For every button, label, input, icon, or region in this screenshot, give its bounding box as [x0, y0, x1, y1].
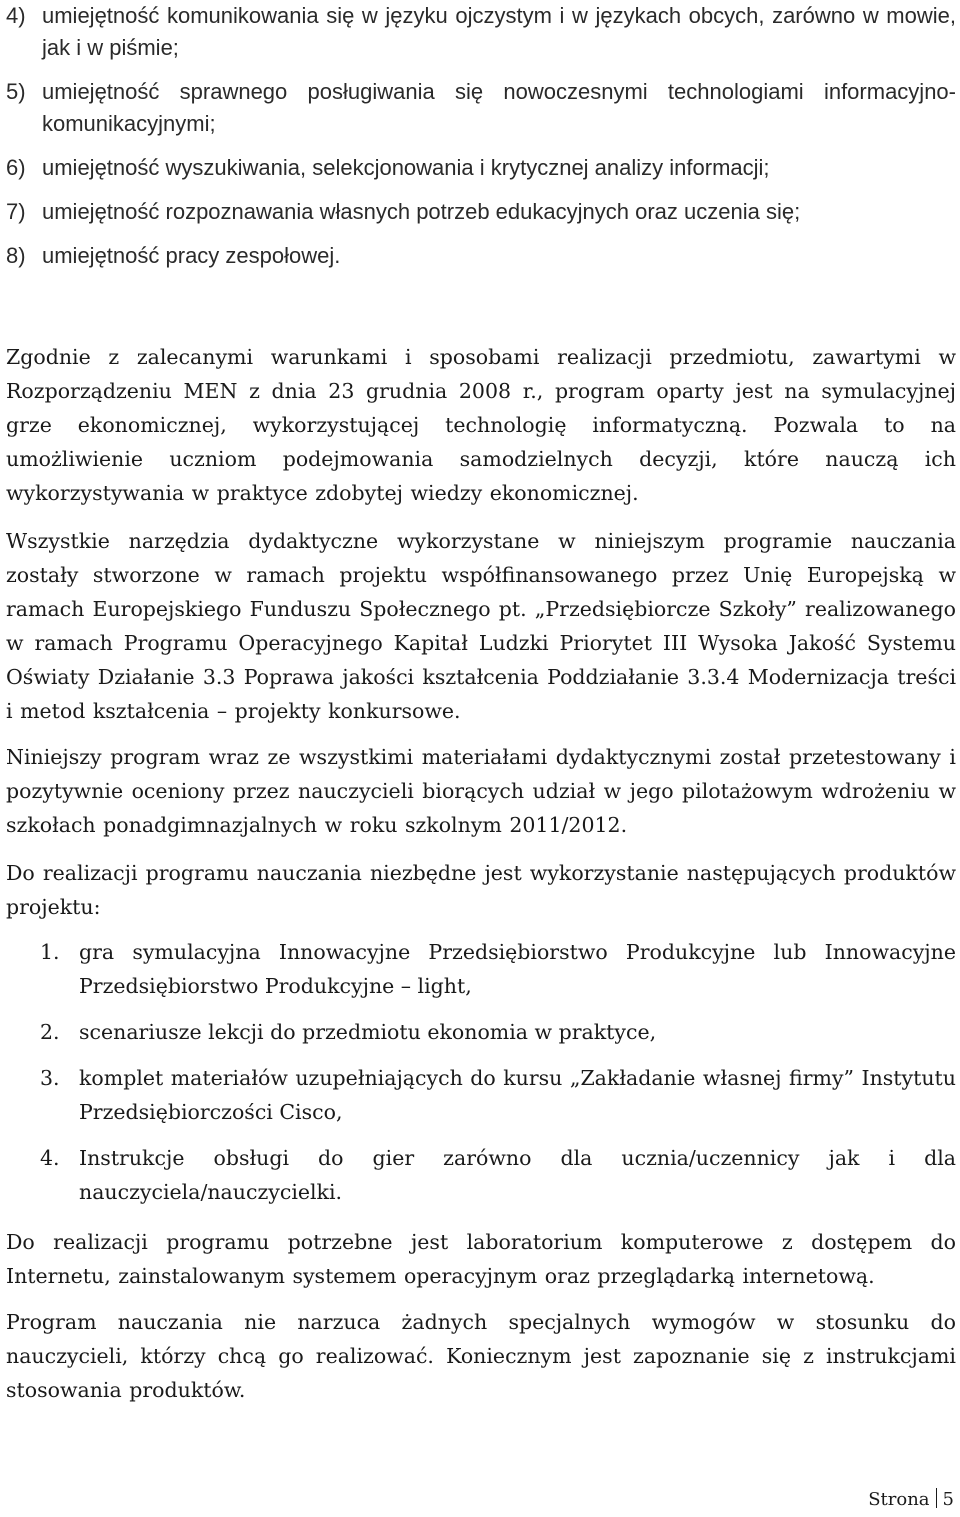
list-item-text: umiejętność komunikowania się w języku ojczystym i w językach obcych, zarówno w mowie, jak i w piśmie;: [42, 3, 956, 60]
list-item-text: gra symulacyjna Innowacyjne Przedsiębiorstwo Produkcyjne lub Innowacyjne Przedsiębiorstwo Produkcyjne – light,: [79, 940, 956, 998]
list-item-number: 4.: [40, 1146, 60, 1170]
paragraph-lab-requirements: Do realizacji programu potrzebne jest laboratorium komputerowe z dostępem do Internetu, zainstalowanym systemem operacyjnym oraz przeglądarką internetową.: [6, 1230, 956, 1288]
list-item: [6, 0, 956, 64]
list-item-number: 1.: [40, 940, 60, 964]
product-list: [6, 935, 956, 1221]
list-item: [6, 76, 956, 140]
list-item-text: scenariusze lekcji do przedmiotu ekonomia w praktyce,: [79, 1020, 657, 1044]
list-item: [6, 1141, 956, 1209]
document-page: [6, 0, 956, 1402]
list-item-number: 4): [6, 3, 26, 28]
list-item-text: umiejętność sprawnego posługiwania się nowoczesnymi technologiami informacyjno-komunikacyjnymi;: [42, 79, 956, 136]
list-item-number: 7): [6, 199, 26, 224]
paragraph-pilot-testing: Niniejszy program wraz ze wszystkimi materiałami dydaktycznymi został przetestowany i pozytywnie oceniony przez nauczycieli biorących udział w jego pilotażowym wdrożeniu w szkołach ponadgimnazjalnych w roku szkolnym 2011/2012.: [6, 745, 956, 837]
list-item: [6, 196, 956, 228]
paragraph-project-funding: Wszystkie narzędzia dydaktyczne wykorzystane w niniejszym programie nauczania zostały stworzone w ramach projektu współfinansowanego przez Unię Europejską w ramach Europejskiego Funduszu Społecznego pt. „Przedsiębiorcze Szkoły” realizowanego w ramach Programu Operacyjnego Kapitał Ludzki Priorytet III Wysoka Jakość Systemu Oświaty Działanie 3.3 Poprawa jakości kształcenia Poddziałanie 3.3.4 Modernizacja treści i metod kształcenia – projekty konkursowe.: [6, 529, 956, 723]
list-item-number: 6): [6, 155, 26, 180]
paragraph-curriculum-basis: Zgodnie z zalecanymi warunkami i sposobami realizacji przedmiotu, zawartymi w Rozporządzeniu MEN z dnia 23 grudnia 2008 r., program oparty jest na symulacyjnej grze ekonomicznej, wykorzystującej technologię informatyczną. Pozwala to na umożliwienie uczniom podejmowania samodzielnych decyzji, które nauczą ich wykorzystywania w praktyce zdobytej wiedzy ekonomicznej.: [6, 345, 956, 505]
page-label: Strona: [868, 1489, 930, 1510]
list-item: [6, 240, 956, 272]
list-item-number: 8): [6, 243, 26, 268]
list-item-text: komplet materiałów uzupełniających do kursu „Zakładanie własnej firmy” Instytutu Przedsiębiorczości Cisco,: [79, 1066, 956, 1124]
list-item: [6, 1015, 956, 1049]
list-item-text: umiejętność rozpoznawania własnych potrzeb edukacyjnych oraz uczenia się;: [42, 199, 801, 224]
list-item: [6, 152, 956, 184]
list-item: [6, 1061, 956, 1129]
footer-divider: [936, 1488, 937, 1508]
list-item-text: umiejętność wyszukiwania, selekcjonowania i krytycznej analizy informacji;: [42, 155, 770, 180]
paragraph-required-products: Do realizacji programu nauczania niezbędne jest wykorzystanie następujących produktów projektu:: [6, 861, 956, 919]
list-item-number: 3.: [40, 1066, 60, 1090]
page-number: 5: [942, 1489, 954, 1510]
paragraph-teacher-requirements: Program nauczania nie narzuca żadnych specjalnych wymogów w stosunku do nauczycieli, którzy chcą go realizować. Koniecznym jest zapoznanie się z instrukcjami stosowania produktów.: [6, 1310, 956, 1402]
list-item-number: 2.: [40, 1020, 60, 1044]
list-item-text: umiejętność pracy zespołowej.: [42, 243, 341, 268]
list-item: [6, 935, 956, 1003]
competency-list: [6, 0, 956, 272]
list-item-number: 5): [6, 79, 26, 104]
page-footer: [868, 1488, 954, 1510]
list-item-text: Instrukcje obsługi do gier zarówno dla ucznia/uczennicy jak i dla nauczyciela/nauczycielki.: [79, 1146, 956, 1204]
